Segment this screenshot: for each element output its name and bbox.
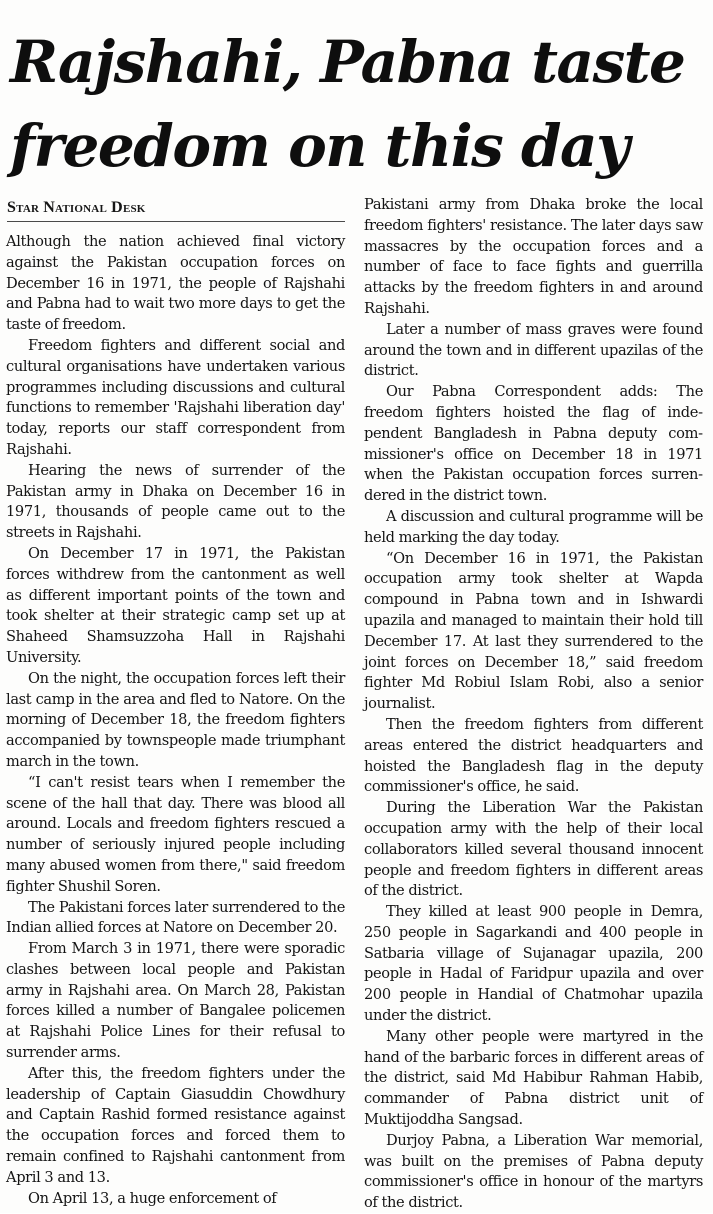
paragraph: Our Pabna Correspondent adds: The freedom fighters hoisted the flag of independent Bangladesh in Pabna deputy commissioner's office on December 18 in 1971 when the Pakistan occupation forces surrendered in the district town. (364, 383, 703, 505)
paragraph: Although the nation achieved final victory against the Pakistan occupation forces on December 16 in 1971, the people of Rajshahi and Pabna had to wait two more days to get the taste of freedom. (6, 233, 345, 334)
paragraph: “On December 16 in 1971, the Pakistan occupation army took shelter at Wapda compound in Pabna town and in Ishwardi upazila and managed to maintain their hold till December 17. At last they surrendered to the joint forces on December 18,” said freedom fighter Md Robiul Islam Robi, also a senior journalist. (364, 549, 703, 713)
paragraph: Later a number of mass graves were found around the town and in different upazilas of the district. (364, 320, 703, 380)
paragraph: From March 3 in 1971, there were sporadic clashes between local people and Pakistan army in Rajshahi area. On March 28, Pakistan forces killed a number of Bangalee policemen at Rajshahi Police Lines for their refusal to surrender arms. (6, 940, 345, 1062)
paragraph: After this, the freedom fighters under the leadership of Captain Giasuddin Chowdhury and Captain Rashid formed resistance against the occupation forces and forced them to remain confined to Rajshahi cantonment from April 3 and 13. (6, 1064, 345, 1186)
paragraph: Durjoy Pabna, a Liberation War memorial, was built on the premises of Pabna deputy commissioner's office in honour of the martyrs of the district. (364, 1131, 703, 1212)
paragraph: “I can't resist tears when I remember the scene of the hall that day. There was blood all around. Locals and freedom fighters rescued a number of seriously injured people including many abused women from there," said freedom fighter Shushil Soren. (6, 773, 345, 895)
paragraph: Hearing the news of surrender of the Pakistan army in Dhaka on December 16 in 1971, thousands of people came out to the streets in Rajshahi. (6, 461, 345, 542)
byline-divider (7, 221, 345, 222)
paragraph: Then the freedom fighters from different areas entered the district headquarters and hoisted the Bangladesh flag in the deputy commissioner's office, he said. (364, 715, 703, 796)
right-column (364, 195, 703, 1214)
paragraph: On the night, the occupation forces left their last camp in the area and fled to Natore. On the morning of December 18, the freedom fighters accompanied by townspeople made triumphant march in the town. (6, 669, 345, 770)
paragraph: On April 13, a huge enforcement of (28, 1189, 277, 1207)
paragraph: On December 17 in 1971, the Pakistan forces withdrew from the cantonment as well as different important points of the town and took shelter at their strategic camp set up at Shaheed Shamsuzzoha Hall in Rajshahi University. (6, 544, 345, 666)
headline: Rajshahi, Pabna taste freedom on this day (10, 28, 685, 180)
byline: Star National Desk (7, 199, 146, 216)
paragraph: They killed at least 900 people in Demra, 250 people in Sagarkandi and 400 people in Satbaria village of Sujanagar upazila, 200 people in Hadal of Faridpur upazila and over 200 people in Handial of Chatmohar upazila under the district. (364, 903, 703, 1025)
paragraph: Pakistani army from Dhaka broke the local freedom fighters' resistance. The later days saw massacres by the occupation forces and a number of face to face fights and guerrilla attacks by the freedom fighters in and around Rajshahi. (364, 196, 703, 317)
paragraph: A discussion and cultural programme will be held marking the day today. (364, 507, 703, 546)
left-column (6, 232, 345, 1209)
paragraph: Many other people were martyred in the hand of the barbaric forces in different areas of the district, said Md Habibur Rahman Habib, commander of Pabna district unit of Muktijoddha Sangsad. (364, 1027, 703, 1129)
paragraph: The Pakistani forces later surrendered to the Indian allied forces at Natore on December 20. (6, 898, 345, 937)
paragraph: Freedom fighters and different social and cultural organisations have undertaken various programmes including discussions and cultural functions to remember 'Rajshahi liberation day' today, reports our staff correspondent from Rajshahi. (6, 336, 345, 458)
paragraph: During the Liberation War the Pakistan occupation army with the help of their local collaborators killed several thousand innocent people and freedom fighters in different areas of the district. (364, 799, 703, 900)
